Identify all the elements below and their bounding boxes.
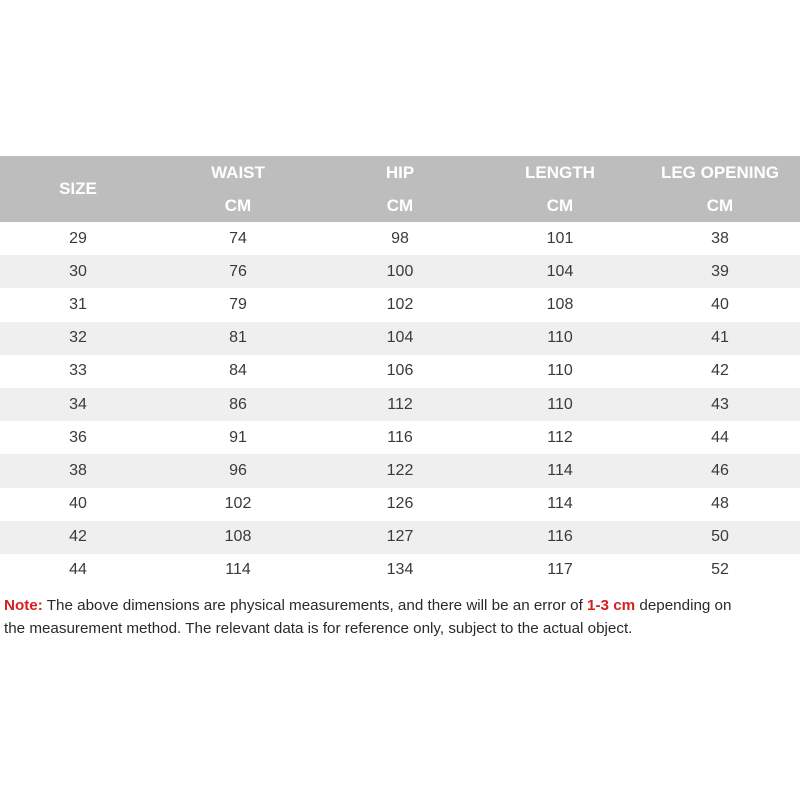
cell-leg-opening: 39 [640,255,800,288]
cell-waist: 86 [156,388,320,421]
cell-size: 42 [0,521,156,554]
cell-leg-opening: 40 [640,288,800,321]
cell-leg-opening: 48 [640,488,800,521]
cell-length: 114 [480,488,640,521]
cell-length: 112 [480,421,640,454]
header-hip-unit: CM [320,189,480,222]
cell-waist: 102 [156,488,320,521]
cell-leg-opening: 41 [640,322,800,355]
note-text-before: The above dimensions are physical measurements, and there will be an error of [42,597,588,614]
cell-hip: 127 [320,521,480,554]
header-length-unit: CM [480,189,640,222]
cell-length: 110 [480,322,640,355]
cell-size: 34 [0,388,156,421]
cell-waist: 81 [156,322,320,355]
cell-leg-opening: 50 [640,521,800,554]
header-leg-opening: LEG OPENING [640,156,800,189]
cell-waist: 108 [156,521,320,554]
cell-leg-opening: 42 [640,355,800,388]
table-row [0,521,800,554]
cell-waist: 84 [156,355,320,388]
table-row [0,488,800,521]
cell-size: 31 [0,288,156,321]
cell-size: 36 [0,421,156,454]
header-hip: HIP [320,156,480,189]
cell-waist: 91 [156,421,320,454]
note-error-range: 1-3 cm [587,597,636,614]
cell-hip: 106 [320,355,480,388]
cell-length: 104 [480,255,640,288]
cell-leg-opening: 43 [640,388,800,421]
table-row [0,255,800,288]
note-line-2: the measurement method. The relevant data is for reference only, subject to the actual object. [4,620,633,637]
cell-waist: 74 [156,222,320,255]
cell-waist: 114 [156,554,320,587]
cell-leg-opening: 44 [640,421,800,454]
header-waist-unit: CM [156,189,320,222]
cell-length: 101 [480,222,640,255]
table-row [0,288,800,321]
table-row [0,355,800,388]
cell-size: 33 [0,355,156,388]
cell-size: 44 [0,554,156,587]
table-row [0,222,800,255]
note-label: Note: [4,597,43,614]
cell-length: 114 [480,454,640,487]
header-leg-opening-unit: CM [640,189,800,222]
cell-leg-opening: 52 [640,554,800,587]
cell-hip: 102 [320,288,480,321]
header-waist: WAIST [156,156,320,189]
cell-hip: 112 [320,388,480,421]
cell-hip: 100 [320,255,480,288]
cell-size: 40 [0,488,156,521]
table-header [0,156,800,222]
cell-length: 110 [480,355,640,388]
cell-waist: 76 [156,255,320,288]
cell-length: 116 [480,521,640,554]
table-body [0,222,800,587]
cell-size: 38 [0,454,156,487]
cell-leg-opening: 46 [640,454,800,487]
cell-length: 108 [480,288,640,321]
table-row [0,421,800,454]
table-row [0,388,800,421]
cell-length: 110 [480,388,640,421]
header-length: LENGTH [480,156,640,189]
table-row [0,454,800,487]
cell-hip: 122 [320,454,480,487]
note-text-after: depending on [635,597,732,614]
header-size: SIZE [0,156,156,222]
cell-length: 117 [480,554,640,587]
cell-leg-opening: 38 [640,222,800,255]
cell-hip: 116 [320,421,480,454]
cell-waist: 79 [156,288,320,321]
cell-size: 29 [0,222,156,255]
table-row [0,322,800,355]
cell-hip: 126 [320,488,480,521]
measurement-note [4,594,800,640]
cell-size: 32 [0,322,156,355]
cell-hip: 104 [320,322,480,355]
cell-waist: 96 [156,454,320,487]
size-chart-table [0,156,800,587]
cell-size: 30 [0,255,156,288]
cell-hip: 98 [320,222,480,255]
cell-hip: 134 [320,554,480,587]
table-row [0,554,800,587]
